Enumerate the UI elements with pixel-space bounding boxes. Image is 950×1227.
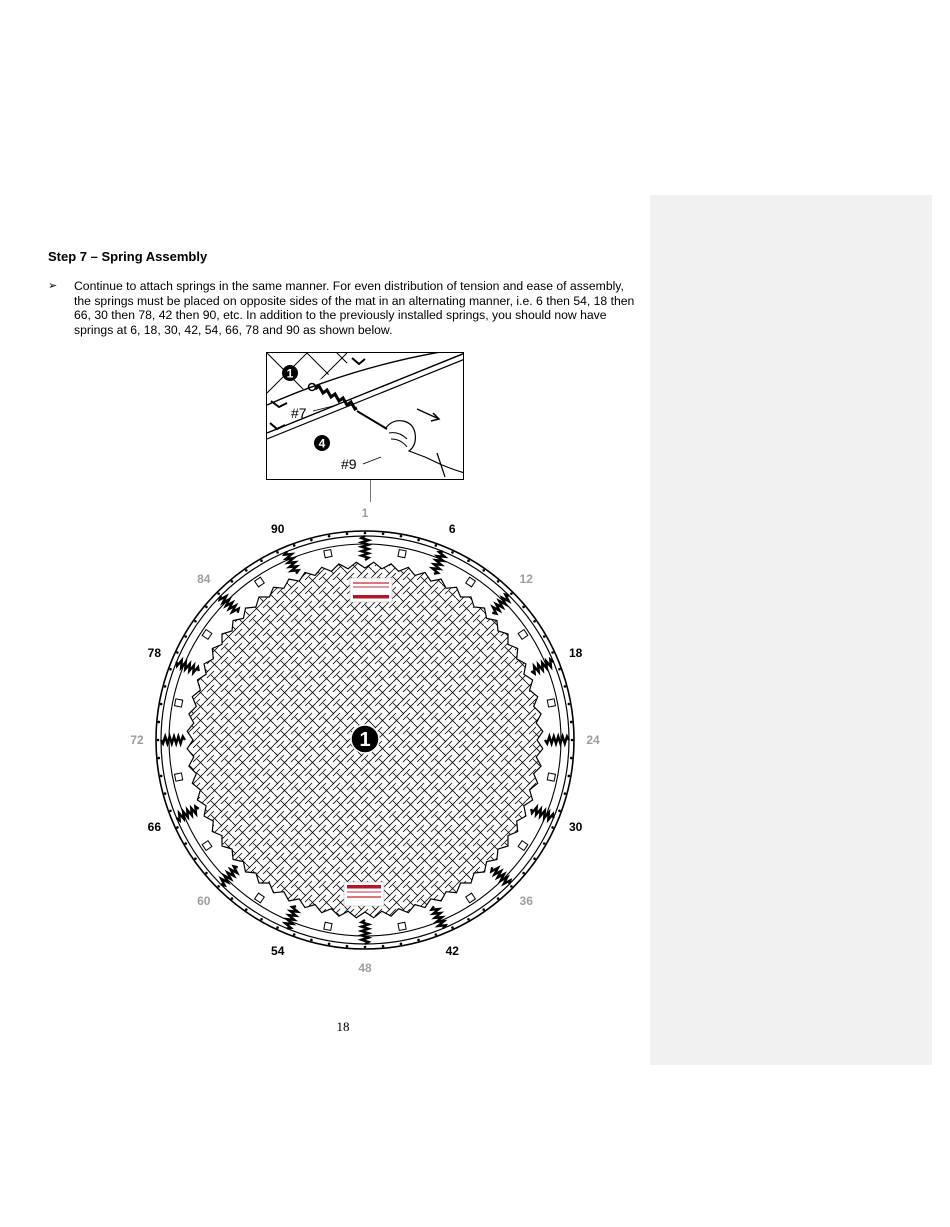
spring-position-label-24: 24 (586, 733, 600, 747)
spring-icon (175, 806, 200, 822)
trampoline-diagram (120, 500, 620, 990)
spring-detail-inset (266, 352, 464, 480)
trampoline-illustration (120, 500, 620, 990)
spring-position-label-78: 78 (147, 645, 162, 660)
part-label-spring: #7 (291, 405, 307, 421)
part-label-tool: #9 (341, 456, 357, 472)
callout-4-text: 4 (318, 436, 326, 451)
mat-callout-text: 1 (359, 729, 371, 751)
spring-icon (218, 865, 240, 887)
spring-icon (431, 550, 447, 575)
spring-position-label-66: 66 (147, 820, 162, 835)
spring-icon (362, 536, 369, 560)
spring-position-label-54: 54 (271, 943, 285, 958)
spring-position-label-30: 30 (568, 820, 583, 835)
spring-position-label-36: 36 (519, 894, 533, 909)
spring-icon (530, 659, 555, 675)
spring-icon (545, 737, 569, 744)
warning-label-top (350, 578, 392, 602)
direction-arrow-icon (417, 409, 439, 421)
spring-position-label-42: 42 (445, 943, 459, 958)
spring-icon (490, 593, 512, 615)
spring-position-label-84: 84 (197, 571, 211, 586)
page-number: 18 (336, 1019, 350, 1034)
warning-label-bottom (344, 882, 384, 906)
spring-position-label-90: 90 (271, 522, 285, 537)
bullet-arrow-icon: ➢ (48, 279, 58, 292)
instruction-bullet (48, 279, 643, 337)
spring-icon (175, 659, 200, 675)
spring-icon (218, 593, 240, 615)
spring-position-label-1: 1 (361, 506, 369, 520)
callout-1-text: 1 (286, 366, 294, 381)
spring-icon (284, 550, 300, 575)
step-title: Step 7 – Spring Assembly (48, 249, 208, 264)
spring-position-label-48: 48 (358, 961, 372, 975)
spring-position-label-6: 6 (448, 522, 456, 537)
spring-icon (431, 905, 447, 930)
spring-icon (362, 920, 369, 944)
spring-position-label-60: 60 (197, 894, 211, 909)
comment-pane (650, 195, 932, 1065)
spring-detail-illustration (267, 353, 464, 480)
instruction-text: Continue to attach springs in the same manner. For even distribution of tension and ease of assembly, the springs must be placed on opposite sides of the mat in an alternating manner, i.e. 6 then 54, 18 then 66, 30 then 78, 42 then 90, etc. In addition to the previously installed springs, you should now have springs at 6, 18, 30, 42, 54, 66, 78 and 90 as shown below. (74, 279, 635, 337)
spring-position-label-72: 72 (130, 733, 144, 747)
spring-icon (284, 905, 300, 930)
spring-icon (490, 865, 512, 887)
spring-icon (530, 806, 555, 822)
spring-position-label-18: 18 (568, 645, 583, 660)
spring-position-label-12: 12 (519, 571, 533, 586)
inset-connector-line (370, 480, 371, 502)
spring-icon (161, 737, 185, 744)
